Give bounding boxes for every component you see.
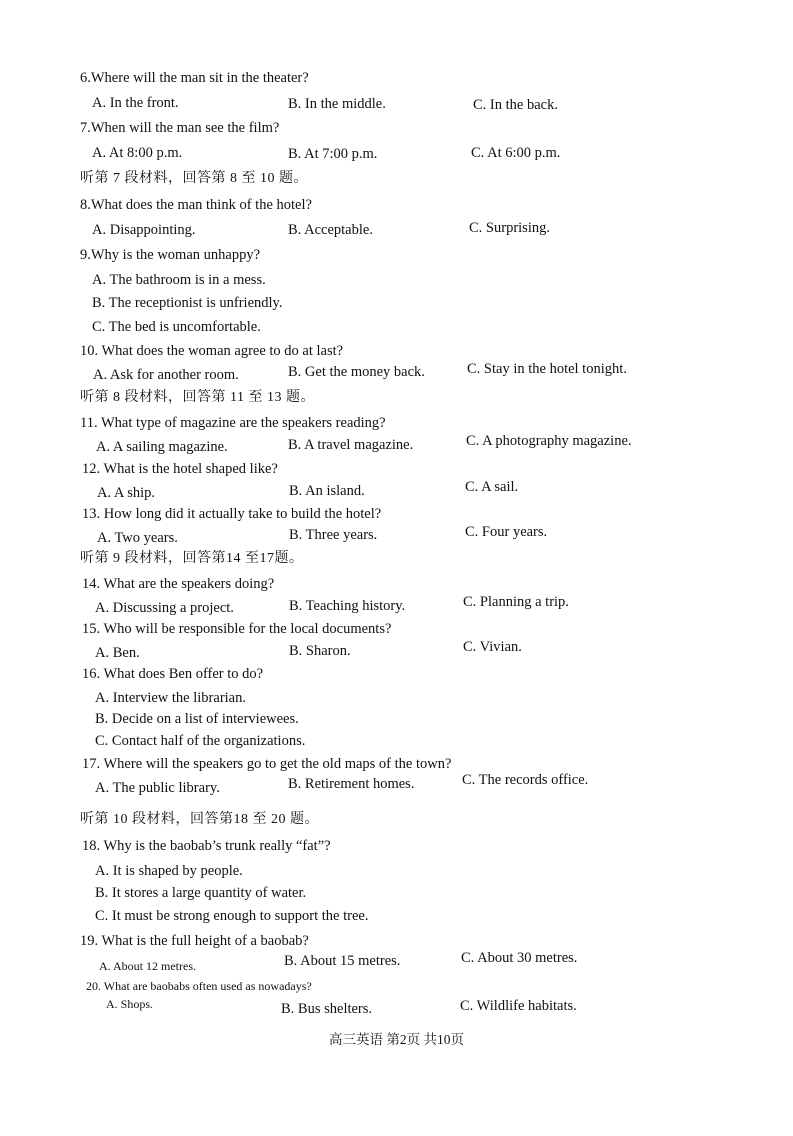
q19-option-c: C. About 30 metres. xyxy=(461,950,578,966)
q20-option-c: C. Wildlife habitats. xyxy=(460,998,577,1014)
q17-option-a: A. The public library. xyxy=(95,780,220,796)
q20-option-b: B. Bus shelters. xyxy=(281,1001,373,1017)
q16-option-a: A. Interview the librarian. xyxy=(95,690,246,706)
q18-option-c: C. It must be strong enough to support the tree. xyxy=(95,908,369,924)
q12-option-c: C. A sail. xyxy=(465,479,519,495)
q12-option-a: A. A ship. xyxy=(97,485,156,501)
question-6: 6.Where will the man sit in the theater? xyxy=(80,70,309,86)
q13-option-c: C. Four years. xyxy=(465,524,548,540)
q18-option-b: B. It stores a large quantity of water. xyxy=(95,885,307,901)
q12-option-b: B. An island. xyxy=(289,483,365,499)
section-heading-10: 听第 10 段材料，回答第18 至 20 题。 xyxy=(80,812,319,827)
section-heading-9: 听第 9 段材料，回答第14 至17题。 xyxy=(80,551,304,566)
question-16: 16. What does Ben offer to do? xyxy=(82,666,264,682)
question-13: 13. How long did it actually take to build the hotel? xyxy=(82,506,382,522)
q8-option-a: A. Disappointing. xyxy=(92,222,196,238)
question-10: 10. What does the woman agree to do at last? xyxy=(80,343,344,359)
q16-option-b: B. Decide on a list of interviewees. xyxy=(95,711,299,727)
question-18: 18. Why is the baobab’s trunk really “fat”? xyxy=(82,838,331,854)
q13-option-b: B. Three years. xyxy=(289,527,378,543)
question-14: 14. What are the speakers doing? xyxy=(82,576,275,592)
q7-option-c: C. At 6:00 p.m. xyxy=(471,145,561,161)
q10-option-c: C. Stay in the hotel tonight. xyxy=(467,361,627,377)
q7-option-a: A. At 8:00 p.m. xyxy=(92,145,183,161)
q10-option-b: B. Get the money back. xyxy=(288,364,425,380)
q11-option-a: A. A sailing magazine. xyxy=(96,439,228,455)
question-11: 11. What type of magazine are the speakers reading? xyxy=(80,415,386,431)
q6-option-a: A. In the front. xyxy=(92,95,179,111)
page-footer: 高三英语 第2页 共10页 xyxy=(329,1032,464,1047)
q16-option-c: C. Contact half of the organizations. xyxy=(95,733,306,749)
question-15: 15. Who will be responsible for the local documents? xyxy=(82,621,392,637)
q9-option-a: A. The bathroom is in a mess. xyxy=(92,272,266,288)
q10-option-a: A. Ask for another room. xyxy=(93,367,239,383)
q14-option-a: A. Discussing a project. xyxy=(95,600,234,616)
q9-option-c: C. The bed is uncomfortable. xyxy=(92,319,261,335)
q6-option-c: C. In the back. xyxy=(473,97,558,113)
question-17: 17. Where will the speakers go to get the old maps of the town? xyxy=(82,756,452,772)
section-heading-8: 听第 8 段材料，回答第 11 至 13 题。 xyxy=(80,390,315,405)
question-9: 9.Why is the woman unhappy? xyxy=(80,247,261,263)
q9-option-b: B. The receptionist is unfriendly. xyxy=(92,295,283,311)
question-12: 12. What is the hotel shaped like? xyxy=(82,461,278,477)
q11-option-c: C. A photography magazine. xyxy=(466,433,632,449)
q19-option-a: A. About 12 metres. xyxy=(99,959,196,973)
q7-option-b: B. At 7:00 p.m. xyxy=(288,146,378,162)
q18-option-a: A. It is shaped by people. xyxy=(95,863,243,879)
q11-option-b: B. A travel magazine. xyxy=(288,437,414,453)
q19-option-b: B. About 15 metres. xyxy=(284,953,401,969)
q20-option-a: A. Shops. xyxy=(106,997,154,1011)
question-19: 19. What is the full height of a baobab? xyxy=(80,933,309,949)
q17-option-b: B. Retirement homes. xyxy=(288,776,415,792)
section-heading-7: 听第 7 段材料，回答第 8 至 10 题。 xyxy=(80,171,308,186)
q17-option-c: C. The records office. xyxy=(462,772,589,788)
q8-option-c: C. Surprising. xyxy=(469,220,550,236)
q15-option-a: A. Ben. xyxy=(95,645,140,661)
q15-option-b: B. Sharon. xyxy=(289,643,351,659)
question-7: 7.When will the man see the film? xyxy=(80,120,280,136)
q14-option-c: C. Planning a trip. xyxy=(463,594,569,610)
q14-option-b: B. Teaching history. xyxy=(289,598,406,614)
q13-option-a: A. Two years. xyxy=(97,530,178,546)
q15-option-c: C. Vivian. xyxy=(463,639,522,655)
q8-option-b: B. Acceptable. xyxy=(288,222,373,238)
question-20: 20. What are baobabs often used as nowadays? xyxy=(86,979,312,993)
q6-option-b: B. In the middle. xyxy=(288,96,386,112)
question-8: 8.What does the man think of the hotel? xyxy=(80,197,312,213)
